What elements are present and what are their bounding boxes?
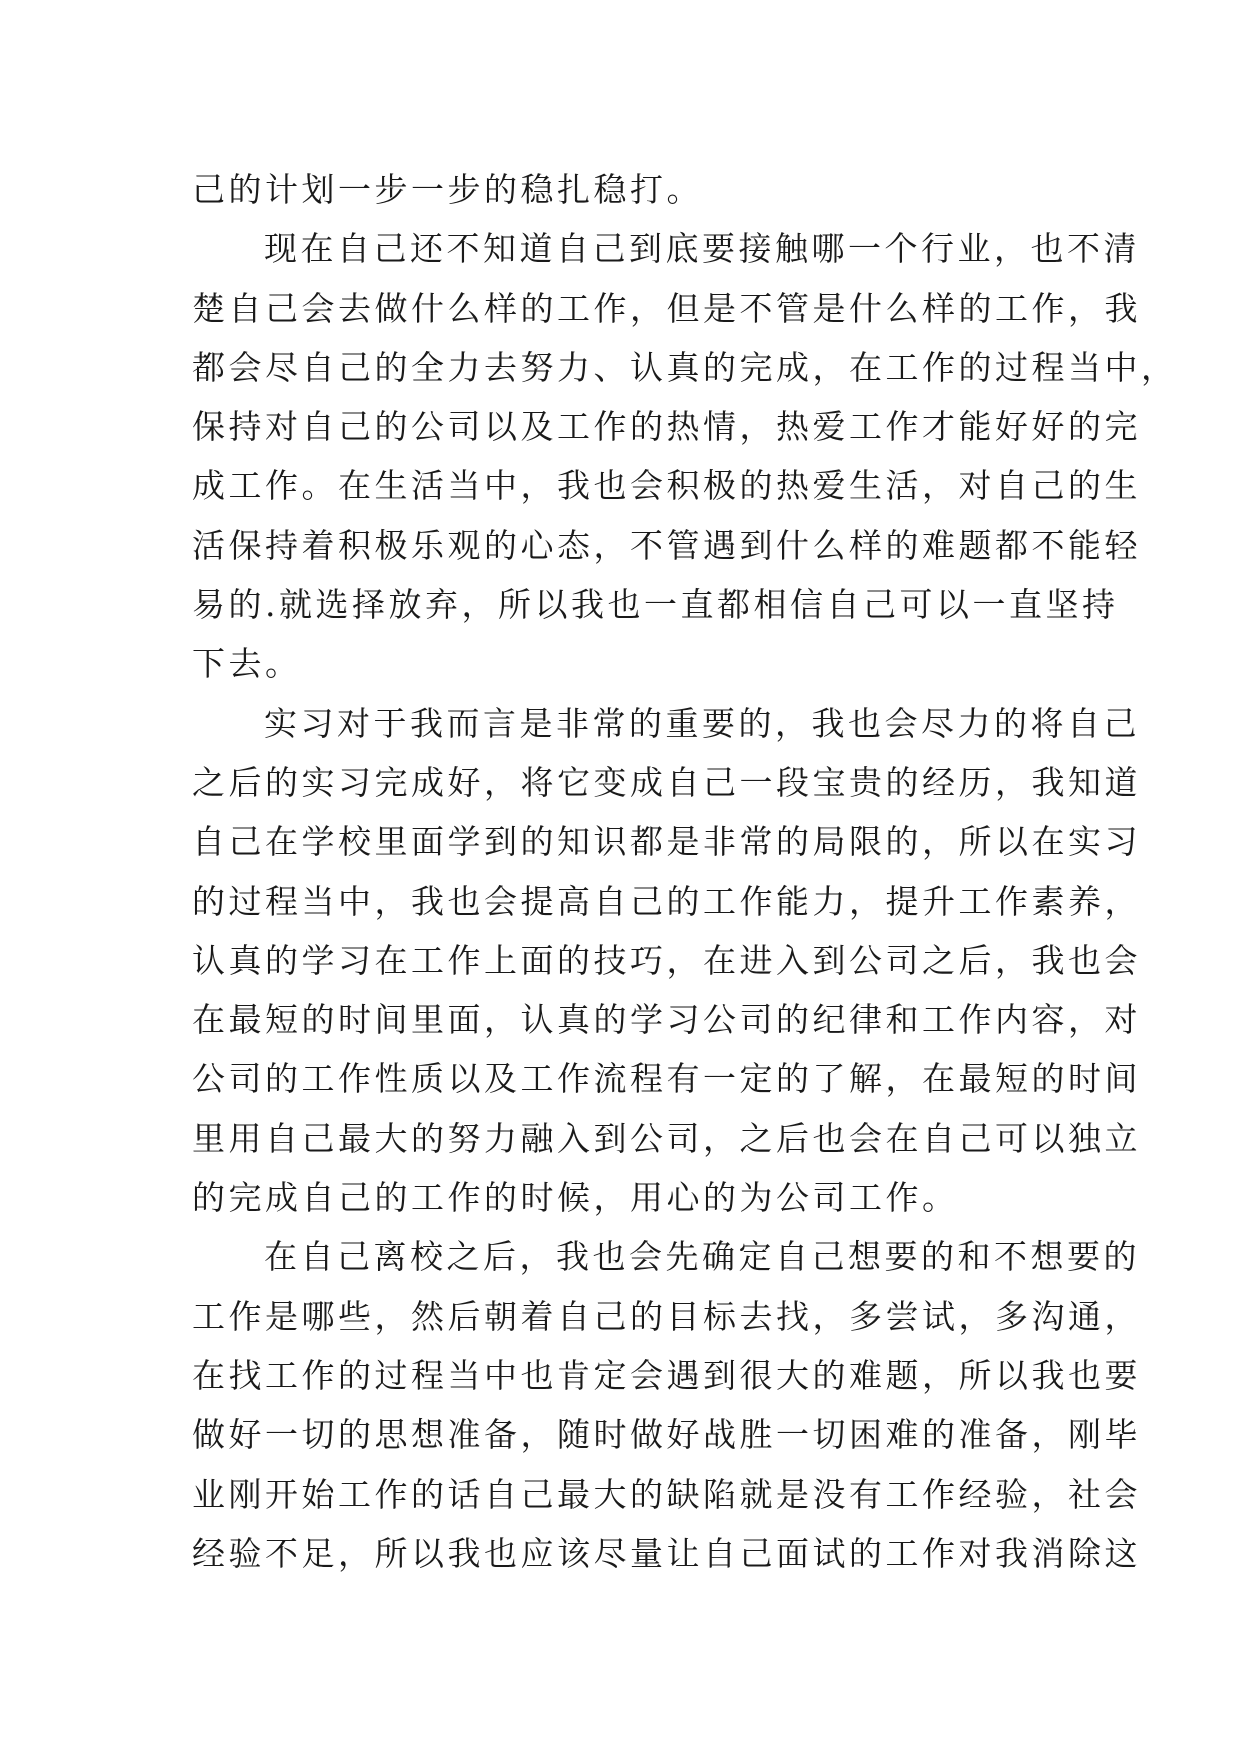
text-line: 下去。: [192, 644, 302, 684]
text-line: 成工作。在生活当中，我也会积极的热爱生活，对自己的生: [192, 466, 1141, 506]
text-line: 公司的工作性质以及工作流程有一定的了解，在最短的时间: [192, 1059, 1141, 1099]
body-text: [192, 160, 1178, 1583]
text-line: 活保持着积极乐观的心态，不管遇到什么样的难题都不能轻: [192, 525, 1141, 565]
text-line: 认真的学习在工作上面的技巧，在进入到公司之后，我也会: [192, 940, 1141, 980]
text-line: 的过程当中，我也会提高自己的工作能力，提升工作素养，: [192, 881, 1141, 921]
text-line: 在最短的时间里面，认真的学习公司的纪律和工作内容，对: [192, 1000, 1141, 1040]
text-line: 业刚开始工作的话自己最大的缺陷就是没有工作经验，社会: [192, 1474, 1141, 1514]
text-line: 之后的实习完成好，将它变成自己一段宝贵的经历，我知道: [192, 762, 1141, 802]
text-line: 里用自己最大的努力融入到公司，之后也会在自己可以独立: [192, 1118, 1141, 1158]
text-line: 做好一切的思想准备，随时做好战胜一切困难的准备，刚毕: [192, 1415, 1141, 1455]
text-line: 自己在学校里面学到的知识都是非常的局限的，所以在实习: [192, 822, 1141, 862]
paragraph-first-line: 在自己离校之后，我也会先确定自己想要的和不想要的: [264, 1237, 1140, 1277]
text-line: 都会尽自己的全力去努力、认真的完成，在工作的过程当中，: [192, 347, 1178, 387]
text-line: 在找工作的过程当中也肯定会遇到很大的难题，所以我也要: [192, 1355, 1141, 1395]
text-line: 的完成自己的工作的时候，用心的为公司工作。: [192, 1178, 959, 1218]
paragraph-first-line: 现在自己还不知道自己到底要接触哪一个行业，也不清: [264, 229, 1140, 269]
text-line: 易的.就选择放弃，所以我也一直都相信自己可以一直坚持: [192, 585, 1119, 625]
text-line: 工作是哪些，然后朝着自己的目标去找，多尝试，多沟通，: [192, 1296, 1141, 1336]
text-line: 楚自己会去做什么样的工作，但是不管是什么样的工作，我: [192, 288, 1141, 328]
text-line: 经验不足，所以我也应该尽量让自己面试的工作对我消除这: [192, 1533, 1141, 1573]
paragraph-first-line: 实习对于我而言是非常的重要的，我也会尽力的将自己: [264, 703, 1140, 743]
text-line: 己的计划一步一步的稳扎稳打。: [192, 170, 703, 209]
text-line: 保持对自己的公司以及工作的热情，热爱工作才能好好的完: [192, 407, 1141, 447]
